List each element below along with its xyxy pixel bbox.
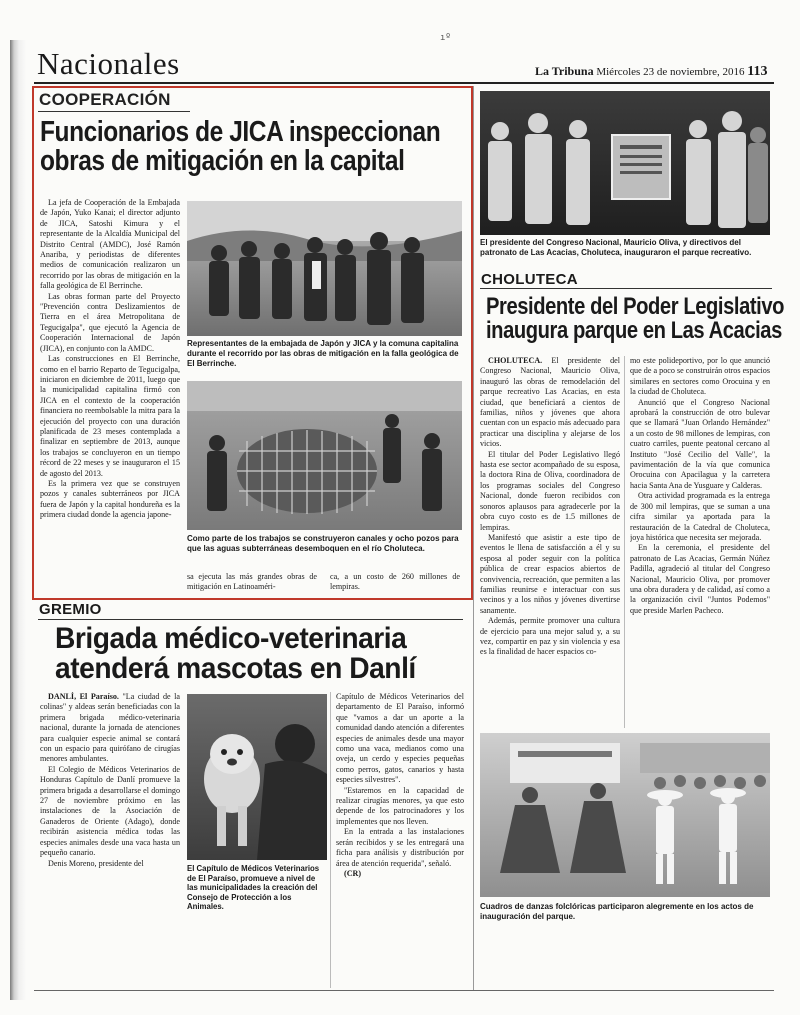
article3-kicker-rule bbox=[38, 619, 463, 620]
article1-headline-line1: Funcionarios de JICA inspeccionan bbox=[40, 116, 441, 148]
article1-kicker: COOPERACIÓN bbox=[39, 90, 171, 109]
article2-photo-dancers bbox=[480, 733, 770, 897]
article1-tail-col3: ca, a un costo de 260 millones de lempiras. bbox=[330, 572, 460, 592]
scan-mark: ıº bbox=[440, 33, 451, 43]
ceremony-group-figure bbox=[480, 91, 770, 235]
article2-paragraph: mo este polideportivo, por lo que anunció que de a poco se construirán otros espacios similares en sectores como Orocuina y en la ciudad de Choluteca. bbox=[630, 356, 770, 397]
article2-paragraph bbox=[480, 356, 620, 450]
article2-headline-line2: inaugura parque en Las Acacias bbox=[486, 317, 782, 344]
page-number: 113 bbox=[747, 64, 768, 79]
bottom-rule bbox=[34, 990, 774, 991]
section-title-text: Nacionales bbox=[37, 46, 180, 81]
article2-paragraph: Manifestó que asistir a este tipo de eventos le llena de satisfacción a él y su esposa al poder seguir con la política pública de crear espacios abiertos de convivencia, recreación, que permiten a las familias reunirse e interactuar con sus vecinos y a los niños y jóvenes divertirse sanamente. bbox=[480, 532, 620, 615]
article3-paragraph bbox=[336, 869, 464, 879]
article1-paragraph: Las obras forman parte del Proyecto "Prevención contra Deslizamientos de Tierra en el área Metropolitana de Tegucigalpa", que ejecutó la Agencia de Cooperación Internacional de Japón (JICA), en conjunto con la AMDC. bbox=[40, 291, 180, 353]
article1-headline bbox=[40, 118, 440, 175]
article1-photo-works bbox=[187, 381, 462, 530]
article3-column3 bbox=[336, 692, 464, 988]
article2-kicker: CHOLUTECA bbox=[481, 271, 578, 288]
article3-paragraph: "Estaremos en la capacidad de realizar cirugías menores, ya que esto depende de los patrocinadores y los implementes que nos lleven. bbox=[336, 785, 464, 826]
top-rule bbox=[34, 82, 774, 84]
article2-headline-line1: Presidente del Poder Legislativo bbox=[486, 293, 785, 320]
article3-paragraph: En la entrada a las instalaciones serán recibidos y se les entregará una ficha para análisis y distribución por área de atención requerida", señaló. bbox=[336, 827, 464, 868]
article1-kicker-rule bbox=[38, 111, 190, 112]
folk-dancers-figure bbox=[480, 733, 770, 897]
mitigation-works-figure bbox=[187, 381, 462, 530]
column-divider bbox=[473, 86, 474, 991]
section-title bbox=[37, 46, 180, 82]
article2-paragraph: Otra actividad programada es la entrega de 300 mil lempiras, que se suman a una cifra similar ya aportada para la restauración de la Catedral de Choluteca, joya histórica que necesita ser mejorada. bbox=[630, 491, 770, 542]
article2-column2 bbox=[630, 356, 770, 728]
article1-photo-officials bbox=[187, 201, 462, 336]
article3-paragraph-text: "La ciudad de la colinas" y aldeas serán beneficiadas con la primera brigada médico-veterinaria nacional, durante la jornada de atenciones para cualquier especie animal se contará con un espacio para quirófano de cirugías menores ambulantes. bbox=[40, 692, 180, 764]
article1-caption1: Representantes de la embajada de Japón y JICA y la comuna capitalina durante el recorrido por las obras de mitigación en la falla geológica de El Berrinche. bbox=[187, 339, 459, 368]
scan-edge-shadow bbox=[10, 40, 26, 1000]
article2-paragraph: Además, permite promover una cultura de ejercicio para una mejor salud y, a su vez, compartir en paz y sin violencia y esa es la finalidad de hacer espacios co- bbox=[480, 616, 620, 657]
issue-date: Miércoles 23 de noviembre, 2016 bbox=[596, 66, 745, 78]
article3-paragraph bbox=[40, 692, 180, 765]
column-divider bbox=[330, 692, 331, 988]
article2-paragraph: Anunció que el Congreso Nacional aprobará la construcción de otro bulevar que se llamará "Juan Orlando Hernández" a un costo de 98 millones de lempiras, con cuatro carriles, puente peatonal cercano al Instituto "José Cecilio del Valle", la pavimentación de la vía que comunica Orocuina con Apacilagua y la carretera hacia Santa Ana de Yusguare y Calderas. bbox=[630, 397, 770, 490]
article3-photo-caption: El Capítulo de Médicos Veterinarios de El Paraíso, promueve a nivel de las municipalidades la creación del Consejo de Protección a los Animales. bbox=[187, 864, 320, 912]
article2-kicker-rule bbox=[480, 288, 772, 289]
article1-headline-line2: obras de mitigación en la capital bbox=[40, 144, 405, 177]
article1-paragraph: Es la primera vez que se construyen pozos y canales subterráneos por JICA fuera de Japón y la capital hondureña es la primera ciudad donde la agencia japone- bbox=[40, 478, 180, 520]
article3-headline bbox=[55, 624, 416, 684]
article3-paragraph: Denis Moreno, presidente del bbox=[48, 858, 144, 868]
article3-signature: (CR) bbox=[344, 868, 362, 878]
article3-kicker: GREMIO bbox=[39, 601, 102, 618]
article1-paragraph: Las construcciones en El Berrinche, como en el barrio Reparto de Tegucigalpa, iniciaron en diciembre de 2011, luego que la municipalidad capitalina firmó con JICA en el contexto de la cooperación financiera no reembolsable la mitra para la ejecución del proyecto con una duración planificada de 23 meses contemplada a finalizar en septiembre de 2013, aunque los trabajos se concluyeron en un tiempo récord de 22 meses y se inauguraron el 15 de agosto del 2013. bbox=[40, 354, 180, 478]
officials-group-figure bbox=[187, 201, 462, 336]
column-divider bbox=[624, 356, 625, 728]
article2-paragraph: En la ceremonia, el presidente del patronato de Las Acacias, Germán Núñez Padilla, agradeció al titular del Congreso Nacional, Mauricio Oliva, por promover una obra duradera y de calidad, así como a la organización civil "Juntos Podemos" que preside Marlen Pacheco. bbox=[630, 543, 770, 615]
article2-photo2-caption: Cuadros de danzas folclóricas participaron alegremente en los actos de inauguración del parque. bbox=[480, 902, 754, 921]
article3-column1 bbox=[40, 692, 180, 988]
article2-photo-caption: El presidente del Congreso Nacional, Mauricio Oliva, y directivos del patronato de Las Acacias, Choluteca, inauguraron el parque recreativo. bbox=[480, 238, 752, 257]
article2-headline bbox=[486, 295, 784, 343]
article3-dateline: DANLÍ, El Paraíso. bbox=[48, 692, 119, 701]
article1-caption2: Como parte de los trabajos se construyeron canales y ocho pozos para que las aguas subterráneas desemboquen en el río Choluteca. bbox=[187, 534, 459, 553]
article1-column1 bbox=[40, 198, 180, 593]
masthead bbox=[535, 64, 767, 80]
article2-column1 bbox=[480, 356, 620, 728]
article2-paragraph: El titular del Poder Legislativo llegó hasta ese sector acompañado de su esposa, la doctora Rina de Oliva, coordinadora de los programas sociales del Congreso Nacional, donde fueron recibidos con sonoros aplausos para agradecerle por la obra cuyo costo es de 1.5 millones de lempiras. bbox=[480, 449, 620, 532]
dog-and-vet-figure bbox=[187, 694, 327, 860]
newspaper-name: La Tribuna bbox=[535, 64, 594, 78]
article2-dateline: CHOLUTECA. bbox=[488, 356, 543, 365]
article3-paragraph: Capítulo de Médicos Veterinarios del departamento de El Paraíso, informó que "vamos a dar un aporte a la comunidad dando atención a diferentes especies de animales desde una mayor como una vaca, medianos como una oveja, un cerdo y especies pequeñas como perros, gatos, canarios y hasta especies silvestres". bbox=[336, 692, 464, 785]
article3-headline-line2: atenderá mascotas en Danlí bbox=[55, 652, 416, 685]
article3-photo-dog bbox=[187, 694, 327, 860]
article1-tail-col2: sa ejecuta las más grandes obras de mitigación en Latinoaméri- bbox=[187, 572, 317, 592]
article2-paragraph-text: El presidente del Congreso Nacional, Mauricio Oliva, inauguró las obras de remodelación del parque recreativo Las Acacias, en esta ciudad, que beneficiará a cientos de familias, niños y jóvenes que ahora cuentan con un espacio más adecuado para practicar una disciplina y alejarse de los vicios. bbox=[480, 356, 620, 449]
article2-photo-ceremony bbox=[480, 91, 770, 235]
article1-paragraph: La jefa de Cooperación de la Embajada de Japón, Yuko Kanai; el director adjunto de JICA, Satoshi Kimura y el representante de la Alcaldía Municipal del Distrito Central (AMDC), José Ramón Anariba, y periodistas de diferentes medios de comunicación realizaron un recorrido por las obras de mitigación en la falla geológica de El Berrinche. bbox=[40, 198, 180, 291]
article3-paragraph: El Colegio de Médicos Veterinarios de Honduras Capítulo de Danlí promueve la primera brigada a desarrollarse el domingo 27 de noviembre próximo en las instalaciones de la Asociación de Ganaderos de Oriente (Adago), donde recibirán asistencia médica todas las especies animales desde una vaca hasta un pequeño canario. bbox=[40, 764, 180, 858]
article3-headline-line1: Brigada médico-veterinaria bbox=[55, 622, 407, 655]
